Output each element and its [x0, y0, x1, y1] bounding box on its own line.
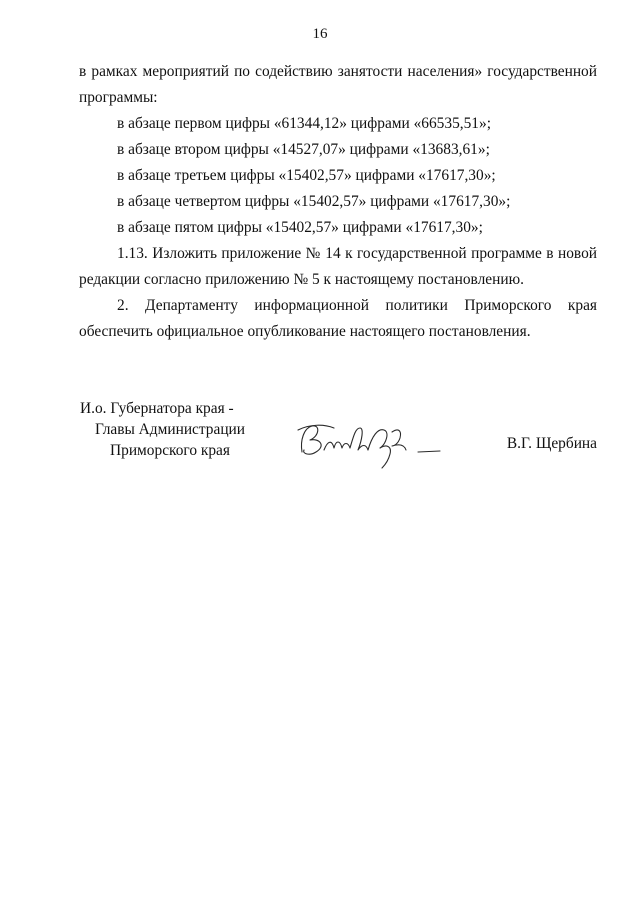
clause-2-line-1: 2. Департаменту информационной политики Приморского края — [117, 297, 597, 314]
amendment-item: в абзаце четвертом цифры «15402,57» цифрами «17617,30»; — [117, 193, 511, 210]
clause-1-13-line-2: редакции согласно приложению № 5 к настоящему постановлению. — [79, 271, 524, 288]
amendment-item: в абзаце первом цифры «61344,12» цифрами «66535,51»; — [117, 115, 491, 132]
clause-1-13-line-1: 1.13. Изложить приложение № 14 к государственной программе в новой — [117, 245, 597, 262]
position-line: И.о. Губернатора края - — [80, 400, 234, 417]
handwritten-signature — [290, 410, 450, 470]
paragraph-line: в рамках мероприятий по содействию занятости населения» государственной — [79, 63, 597, 80]
amendment-item: в абзаце третьем цифры «15402,57» цифрами «17617,30»; — [117, 167, 496, 184]
amendment-item: в абзаце пятом цифры «15402,57» цифрами «17617,30»; — [117, 219, 483, 236]
signer-name: В.Г. Щербина — [506, 435, 597, 452]
amendment-item: в абзаце втором цифры «14527,07» цифрами «13683,61»; — [117, 141, 490, 158]
signatory-position — [80, 398, 260, 461]
paragraph-line: программы: — [79, 89, 158, 106]
document-body — [79, 59, 597, 345]
position-line: Приморского края — [110, 442, 230, 459]
page-number: 16 — [312, 26, 328, 42]
position-line: Главы Администрации — [94, 421, 246, 438]
clause-2-line-2: обеспечить официальное опубликование настоящего постановления. — [79, 323, 531, 340]
